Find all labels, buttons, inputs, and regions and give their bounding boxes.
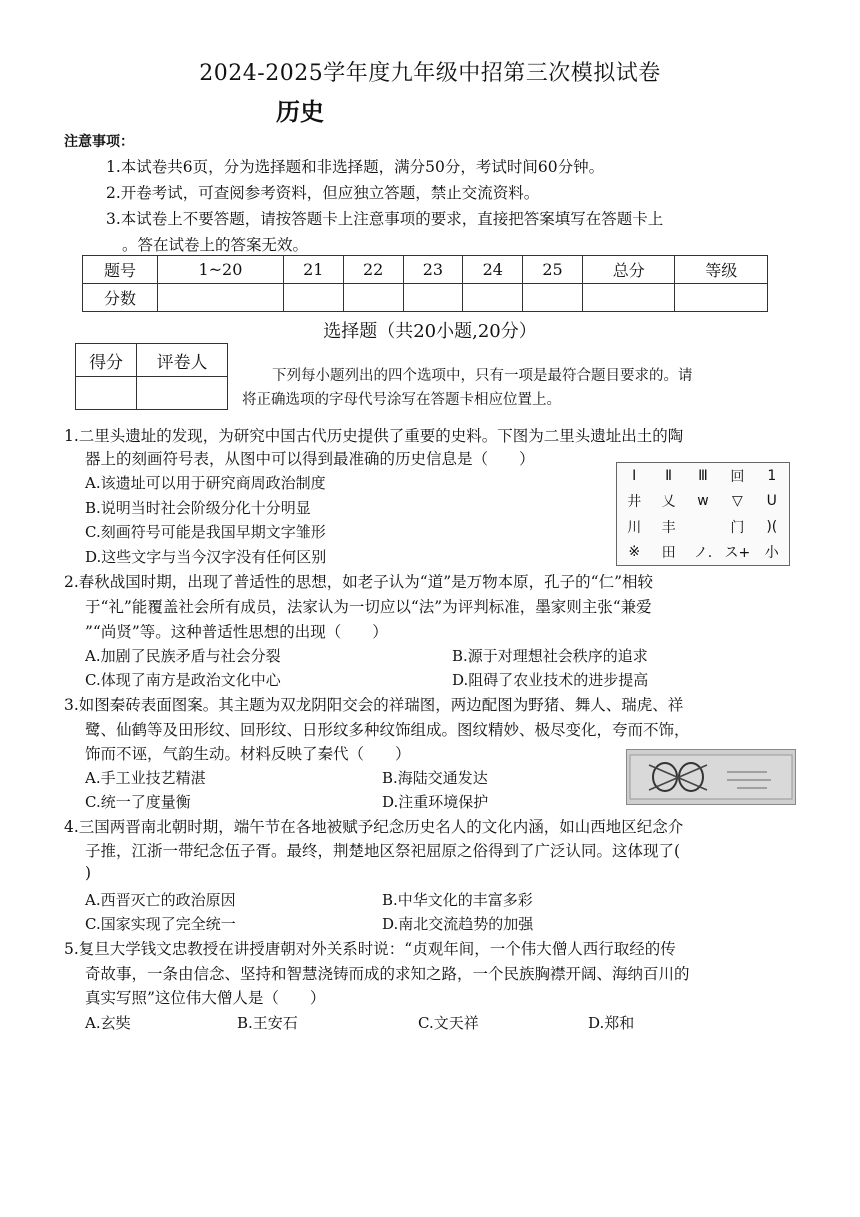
score-input-cell[interactable] <box>582 284 674 312</box>
notice-item-1: 1.本试卷共6页，分为选择题和非选择题，满分50分，考试时间60分钟。 <box>106 158 605 176</box>
symbol-glyph: 井 <box>627 494 642 511</box>
symbol-glyph: w <box>697 493 709 510</box>
question-3-option-c[interactable]: C.统一了度量衡 <box>85 793 191 811</box>
symbol-glyph: )( <box>766 518 778 535</box>
section-instructions-2: 将正确选项的字母代号涂写在答题卡相应位置上。 <box>242 392 561 408</box>
score-cell: 等级 <box>675 256 768 284</box>
question-2-line-3: ”“尚贤”等。这种普适性思想的出现（ ） <box>85 623 388 641</box>
section-instructions-1: 下列每小题列出的四个选项中，只有一项是最符合题目要求的。请 <box>272 368 693 384</box>
question-4-line-3: ) <box>85 864 92 882</box>
symbol-glyph: 乂 <box>661 494 676 511</box>
question-4-option-c[interactable]: C.国家实现了完全统一 <box>85 915 236 933</box>
question-1-option-c[interactable]: C.刻画符号可能是我国早期文字雏形 <box>85 523 326 541</box>
symbol-glyph: 1 <box>767 467 777 484</box>
symbol-glyph: Ⅲ <box>698 467 708 484</box>
symbol-glyph: 川 <box>627 519 642 536</box>
question-5-option-c[interactable]: C.文天祥 <box>418 1014 479 1032</box>
notice-item-3-cont: 。答在试卷上的答案无效。 <box>122 236 309 254</box>
question-3-line-1: 3.如图秦砖表面图案。其主题为双龙阴阳交会的祥瑞图，两边配图为野猪、舞人、瑞虎、祥 <box>64 696 684 714</box>
score-input-cell[interactable] <box>403 284 463 312</box>
question-5-option-d[interactable]: D.郑和 <box>588 1014 635 1032</box>
question-4-line-1: 4.三国两晋南北朝时期，端午节在各地被赋予纪念历史名人的文化内涵，如山西地区纪念介 <box>64 818 684 836</box>
subject-title: 历史 <box>276 98 324 126</box>
exam-title: 2024-2025学年度九年级中招第三次模拟试卷 <box>199 61 661 86</box>
score-row-label: 分数 <box>83 284 158 312</box>
notice-heading: 注意事项： <box>64 134 134 150</box>
score-cell: 22 <box>343 256 403 284</box>
symbol-glyph: Ⅰ <box>632 467 637 484</box>
question-1-line-2: 器上的刻画符号表，从图中可以得到最准确的历史信息是（ ） <box>85 450 535 468</box>
question-5-option-a[interactable]: A.玄奘 <box>85 1014 131 1032</box>
score-cell: 21 <box>283 256 343 284</box>
question-4-option-b[interactable]: B.中华文化的丰富多彩 <box>382 891 533 909</box>
pottery-symbols-figure <box>616 462 790 566</box>
question-1-option-b[interactable]: B.说明当时社会阶级分化十分明显 <box>85 499 311 517</box>
symbol-glyph: U <box>766 493 777 510</box>
question-3-option-b[interactable]: B.海陆交通发达 <box>382 769 488 787</box>
score-cell: 25 <box>523 256 583 284</box>
grader-score-label: 得分 <box>76 344 137 377</box>
score-input-cell[interactable] <box>523 284 583 312</box>
grader-name-label: 评卷人 <box>137 344 228 377</box>
question-2-line-1: 2.春秋战国时期，出现了普适性的思想，如老子认为“道”是万物本原，孔子的“仁”相较 <box>64 573 653 591</box>
question-3-option-a[interactable]: A.手工业技艺精湛 <box>85 769 206 787</box>
notice-item-2: 2.开卷考试，可查阅参考资料，但应独立答题，禁止交流资料。 <box>106 184 540 202</box>
question-2-option-a[interactable]: A.加剧了民族矛盾与社会分裂 <box>85 647 281 665</box>
question-2-option-d[interactable]: D.阻碍了农业技术的进步提高 <box>452 671 649 689</box>
score-table-score-row <box>83 284 768 312</box>
score-cell: 题号 <box>83 256 158 284</box>
question-4-option-d[interactable]: D.南北交流趋势的加强 <box>382 915 534 933</box>
symbol-glyph: 门 <box>730 519 745 536</box>
notice-item-3: 3.本试卷上不要答题，请按答题卡上注意事项的要求，直接把答案填写在答题卡上 <box>106 210 664 228</box>
score-input-cell[interactable] <box>675 284 768 312</box>
symbol-glyph: 回 <box>730 468 745 485</box>
score-input-cell[interactable] <box>343 284 403 312</box>
symbol-glyph: 田 <box>661 545 676 562</box>
question-5-line-2: 奇故事，一条由信念、坚持和智慧浇铸而成的求知之路，一个民族胸襟开阔、海纳百川的 <box>85 965 690 983</box>
qin-brick-pattern-image <box>626 749 796 805</box>
question-2-option-c[interactable]: C.体现了南方是政治文化中心 <box>85 671 281 689</box>
symbol-glyph: 丰 <box>661 519 676 536</box>
question-5-option-b[interactable]: B.王安石 <box>237 1014 298 1032</box>
symbol-glyph: Ⅱ <box>665 467 673 484</box>
section-title: 选择题（共20小题,20分） <box>323 321 537 342</box>
question-3-line-3: 饰而不诬，气韵生动。材料反映了秦代（ ） <box>85 745 411 763</box>
score-table <box>82 255 768 312</box>
score-cell: 1~20 <box>158 256 284 284</box>
question-2-line-2: 于“礼”能覆盖社会所有成员，法家认为一切应以“法”为评判标准，墨家则主张“兼爱 <box>85 598 652 616</box>
symbol-glyph: 小 <box>764 545 779 562</box>
grader-name-cell[interactable] <box>137 377 228 410</box>
symbol-glyph: ▽ <box>732 493 743 510</box>
score-input-cell[interactable] <box>158 284 284 312</box>
question-4-line-2: 子推，江浙一带纪念伍子胥。最终，荆楚地区祭祀屈原之俗得到了广泛认同。这体现了( <box>85 842 681 860</box>
question-2-option-b[interactable]: B.源于对理想社会秩序的追求 <box>452 647 648 665</box>
score-table-header-row <box>83 256 768 284</box>
question-5-line-3: 真实写照”这位伟大僧人是（ ） <box>85 989 326 1007</box>
double-dragon-pattern-icon <box>627 750 795 804</box>
question-3-line-2: 鹭、仙鹤等及田形纹、回形纹、日形纹多种纹饰组成。图纹精妙、极尽变化，夸而不饰， <box>85 721 690 739</box>
question-4-option-a[interactable]: A.西晋灭亡的政治原因 <box>85 891 236 909</box>
grader-table <box>75 343 228 410</box>
question-1-line-1: 1.二里头遗址的发现，为研究中国古代历史提供了重要的史料。下图为二里头遗址出土的陶 <box>64 427 684 445</box>
score-cell: 24 <box>463 256 523 284</box>
symbol-glyph: ノ. <box>693 545 713 562</box>
question-1-option-a[interactable]: A.该遗址可以用于研究商周政治制度 <box>85 474 326 492</box>
grader-score-cell[interactable] <box>76 377 137 410</box>
question-1-option-d[interactable]: D.这些文字与当今汉字没有任何区别 <box>85 548 327 566</box>
question-3-option-d[interactable]: D.注重环境保护 <box>382 793 489 811</box>
symbol-glyph: ス+ <box>724 545 751 562</box>
score-cell: 23 <box>403 256 463 284</box>
score-input-cell[interactable] <box>283 284 343 312</box>
score-cell: 总分 <box>582 256 674 284</box>
score-input-cell[interactable] <box>463 284 523 312</box>
question-5-line-1: 5.复旦大学钱文忠教授在讲授唐朝对外关系时说：“贞观年间，一个伟大僧人西行取经的传 <box>64 940 676 958</box>
symbol-glyph: ※ <box>628 544 641 561</box>
